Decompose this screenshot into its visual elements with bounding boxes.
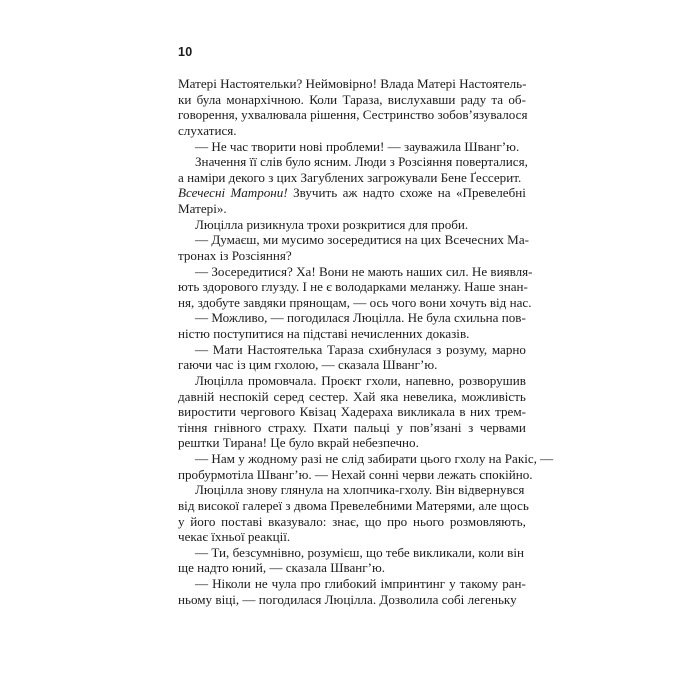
- text-line: [178, 576, 526, 592]
- text-word: поставі: [221, 513, 263, 529]
- text-word: вказувало:: [268, 513, 327, 529]
- italic-phrase: Всечесні: [178, 185, 226, 201]
- text-word: надто: [362, 185, 395, 201]
- text-line: ньому віці, — погодилася Люцілла. Дозволила собі легеньку: [178, 591, 517, 607]
- text-word: про: [387, 513, 408, 529]
- text-word: об-: [508, 91, 526, 107]
- page-number: 10: [178, 45, 193, 59]
- text-line: [178, 514, 526, 530]
- text-word: раду: [460, 91, 487, 107]
- text-word: напевно,: [405, 372, 455, 388]
- text-line: [178, 92, 526, 108]
- text-word: у: [396, 419, 404, 435]
- text-word: розуму,: [445, 341, 488, 357]
- body-text-block: [178, 76, 554, 607]
- text-word: та: [491, 91, 504, 107]
- text-word: Проєкт: [321, 372, 362, 388]
- text-word: марно: [491, 341, 526, 357]
- text-word: можливість: [461, 388, 526, 404]
- text-line: [178, 185, 526, 201]
- text-line: ють здорового глузду. І не є володарками меланжу. Наше знан-: [178, 279, 528, 295]
- text-word: вислухавши: [387, 91, 456, 107]
- text-word: Звучить: [293, 185, 338, 201]
- text-word: гнівного: [214, 419, 262, 435]
- text-word: Мати: [212, 341, 243, 357]
- text-word: не: [254, 576, 268, 591]
- text-line: пробурмотіла Шванг’ю. — Нехай сонні черви лежать спокійно.: [178, 466, 533, 482]
- text-line: чекає їхньої реакції.: [178, 529, 291, 545]
- text-line: [178, 404, 526, 420]
- text-line: — Не час творити нові проблеми! — зауважила Шванг’ю.: [195, 138, 520, 154]
- text-word: червами: [479, 419, 526, 435]
- text-word: глибокий: [324, 576, 377, 591]
- text-word: них: [470, 404, 491, 420]
- text-line: Люцілла ризикнула трохи розкритися для проби.: [195, 216, 469, 232]
- text-line: Матері».: [178, 201, 227, 216]
- text-line: — Нам у жодному разі не слід забирати цього гхолу на Ракіс, —: [195, 451, 554, 466]
- text-word: ран-: [502, 576, 526, 591]
- text-line: Значення її слів було ясним. Люди з Розсіяння поверталися,: [195, 154, 528, 170]
- text-word: про: [300, 576, 321, 591]
- text-word: нього: [412, 513, 445, 529]
- text-word: чергового: [240, 404, 296, 420]
- text-line: — Можливо, — погодилася Люцілла. Не була схильна пов-: [195, 310, 526, 326]
- text-word: Пхати: [313, 419, 348, 435]
- text-line: — Ти, безсумнівно, розумієш, що тебе викликали, коли він: [195, 544, 524, 560]
- text-word: Хай: [353, 388, 376, 404]
- text-word: монархічною.: [226, 91, 304, 107]
- text-line: [178, 373, 526, 389]
- text-word: аж: [342, 185, 358, 201]
- text-line: — Зосередитися? Ха! Вони не мають наших сил. Не виявля-: [195, 263, 533, 279]
- text-word: тіння: [178, 419, 208, 435]
- text-line: ще надто юний, — сказала Шванг’ю.: [178, 560, 386, 576]
- text-word: сестер.: [309, 388, 349, 404]
- text-word: імпринтинг: [380, 576, 446, 591]
- text-word: Квізац: [299, 404, 337, 420]
- text-line: гаючи час із цим гхолою, — сказала Шванг’ю.: [178, 357, 438, 373]
- text-word: розворушив: [458, 372, 526, 388]
- text-word: Ніколи: [212, 576, 251, 591]
- text-word: [178, 185, 225, 201]
- text-word: Хадераха: [340, 404, 393, 420]
- text-word: з: [436, 341, 442, 357]
- text-line: ня, здобуте завдяки прянощам, — ось чого вони хочуть від нас.: [178, 294, 532, 310]
- text-word: Тараза,: [342, 91, 383, 107]
- text-word: викликала: [397, 404, 455, 420]
- text-line: говорення, ухвалювала рішення, Сестринство зобов’язувалося: [178, 107, 528, 123]
- text-line: ністю поступитися на підставі нечисленних доказів.: [178, 326, 470, 341]
- text-line: Люцілла знову глянула на хлопчика-гхолу. Він відвернувся: [195, 482, 525, 498]
- text-word: у: [178, 513, 185, 529]
- text-word: Коли: [309, 91, 338, 107]
- italic-phrase: Матрони!: [230, 185, 288, 201]
- text-line: [178, 389, 526, 405]
- text-line: від високої галереї з двома Превелебними Матерями, але щось: [178, 497, 529, 513]
- text-word: схибнулася: [368, 341, 432, 357]
- text-word: неспокій: [219, 388, 269, 404]
- text-word: Тараза: [326, 341, 364, 357]
- text-word: Люцілла: [195, 372, 244, 388]
- text-word: пов’язані: [409, 419, 462, 435]
- text-line: тронах із Розсіяння?: [178, 247, 292, 263]
- text-word: його: [190, 513, 216, 529]
- text-word: яка: [380, 388, 399, 404]
- text-word: [230, 185, 287, 201]
- text-word: «Превелебні: [455, 185, 526, 201]
- text-line: [178, 420, 526, 436]
- text-word: —: [195, 341, 209, 357]
- text-word: такому: [459, 576, 499, 591]
- text-word: схоже: [399, 185, 433, 201]
- text-word: була: [196, 91, 222, 107]
- text-word: знає,: [332, 513, 360, 529]
- text-word: трем-: [495, 404, 526, 420]
- text-word: Настоятелька: [247, 341, 323, 357]
- text-line: — Думаєш, ми мусимо зосередитися на цих Всечесних Ма-: [195, 232, 529, 248]
- text-word: —: [195, 576, 209, 591]
- text-word: чула: [271, 576, 297, 591]
- text-word: ки: [178, 91, 192, 107]
- text-word: давній: [178, 388, 215, 404]
- text-line: Матері Настоятельки? Неймовірно! Влада Матері Настоятель-: [178, 76, 527, 91]
- text-word: виростити: [178, 404, 236, 420]
- text-word: гхоли,: [366, 372, 401, 388]
- text-word: розмовляють,: [449, 513, 526, 529]
- text-word: на: [437, 185, 451, 201]
- text-line: [178, 342, 526, 358]
- text-word: невелика,: [403, 388, 457, 404]
- text-word: з: [468, 419, 474, 435]
- text-line: слухатися.: [178, 122, 237, 138]
- text-word: промовчала.: [247, 372, 317, 388]
- text-word: в: [459, 404, 466, 420]
- text-word: що: [364, 513, 382, 529]
- text-line: рештки Тирана! Це було вкрай небезпечно.: [178, 435, 419, 451]
- text-line: а наміри декого з цих Загублених загрожували Бене Ґессерит.: [178, 169, 522, 185]
- text-word: серед: [273, 388, 305, 404]
- text-word: страху.: [267, 419, 307, 435]
- text-word: пальці: [353, 419, 390, 435]
- text-word: у: [449, 576, 456, 591]
